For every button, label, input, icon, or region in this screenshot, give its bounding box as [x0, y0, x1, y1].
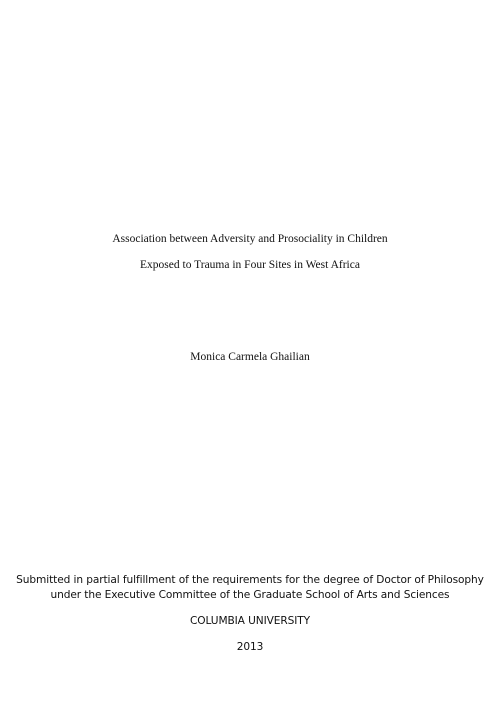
institution-name: COLUMBIA UNIVERSITY: [189, 615, 310, 627]
publication-year: 2013: [236, 641, 264, 653]
submission-statement-line-1: Submitted in partial fulfillment of the requirements for the degree of Doctor of Philosophy: [16, 574, 484, 586]
author-name: Monica Carmela Ghailian: [190, 351, 310, 363]
submission-statement-line-2: under the Executive Committee of the Graduate School of Arts and Sciences: [50, 589, 450, 601]
title-line-2: Exposed to Trauma in Four Sites in West Africa: [140, 259, 360, 271]
title-line-1: Association between Adversity and Prosociality in Children: [112, 233, 388, 245]
